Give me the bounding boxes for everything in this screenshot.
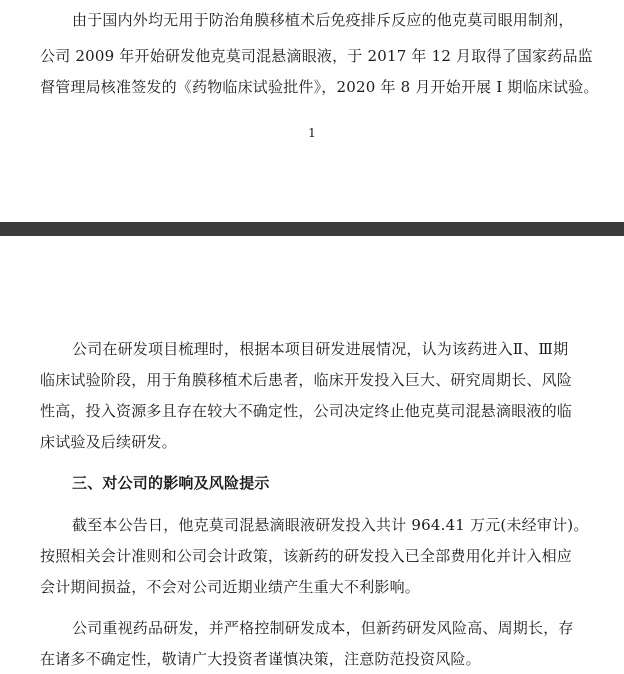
section-heading: 三、对公司的影响及风险提示 <box>72 474 270 492</box>
paragraph-line: 按照相关会计准则和公司会计政策，该新药的研发投入已全部费用化并计入相应 <box>40 547 573 565</box>
paragraph-line: 在诸多不确定性，敬请广大投资者谨慎决策，注意防范投资风险。 <box>40 650 481 668</box>
paragraph-line: 性高，投入资源多且存在较大不确定性，公司决定终止他克莫司混悬滴眼液的临 <box>40 402 573 420</box>
paragraph-line: 公司 2009 年开始研发他克莫司混悬滴眼液，于 2017 年 12 月取得了国家药品监 <box>40 47 593 65</box>
document-page-2 <box>0 236 624 674</box>
paragraph-line: 公司在研发项目梳理时，根据本项目研发进展情况，认为该药进入Ⅱ、Ⅲ期 <box>72 340 569 358</box>
document-page-1 <box>0 0 624 222</box>
paragraph-line: 督管理局核准签发的《药物临床试验批件》，2020 年 8 月开始开展 I 期临床试验。 <box>40 78 599 96</box>
paragraph-line: 会计期间损益，不会对公司近期业绩产生重大不利影响。 <box>40 578 421 596</box>
paragraph-line: 床试验及后续研发。 <box>40 433 177 451</box>
paragraph-line: 由于国内外均无用于防治角膜移植术后免疫排斥反应的他克莫司眼用制剂， <box>72 11 574 29</box>
paragraph-line: 截至本公告日，他克莫司混悬滴眼液研发投入共计 964.41 万元(未经审计)。 <box>72 516 589 534</box>
page-number: 1 <box>308 126 316 140</box>
page-separator <box>0 222 624 236</box>
paragraph-line: 临床试验阶段，用于角膜移植术后患者，临床开发投入巨大、研究周期长、风险 <box>40 371 573 389</box>
paragraph-line: 公司重视药品研发，并严格控制研发成本，但新药研发风险高、周期长，存 <box>72 619 574 637</box>
